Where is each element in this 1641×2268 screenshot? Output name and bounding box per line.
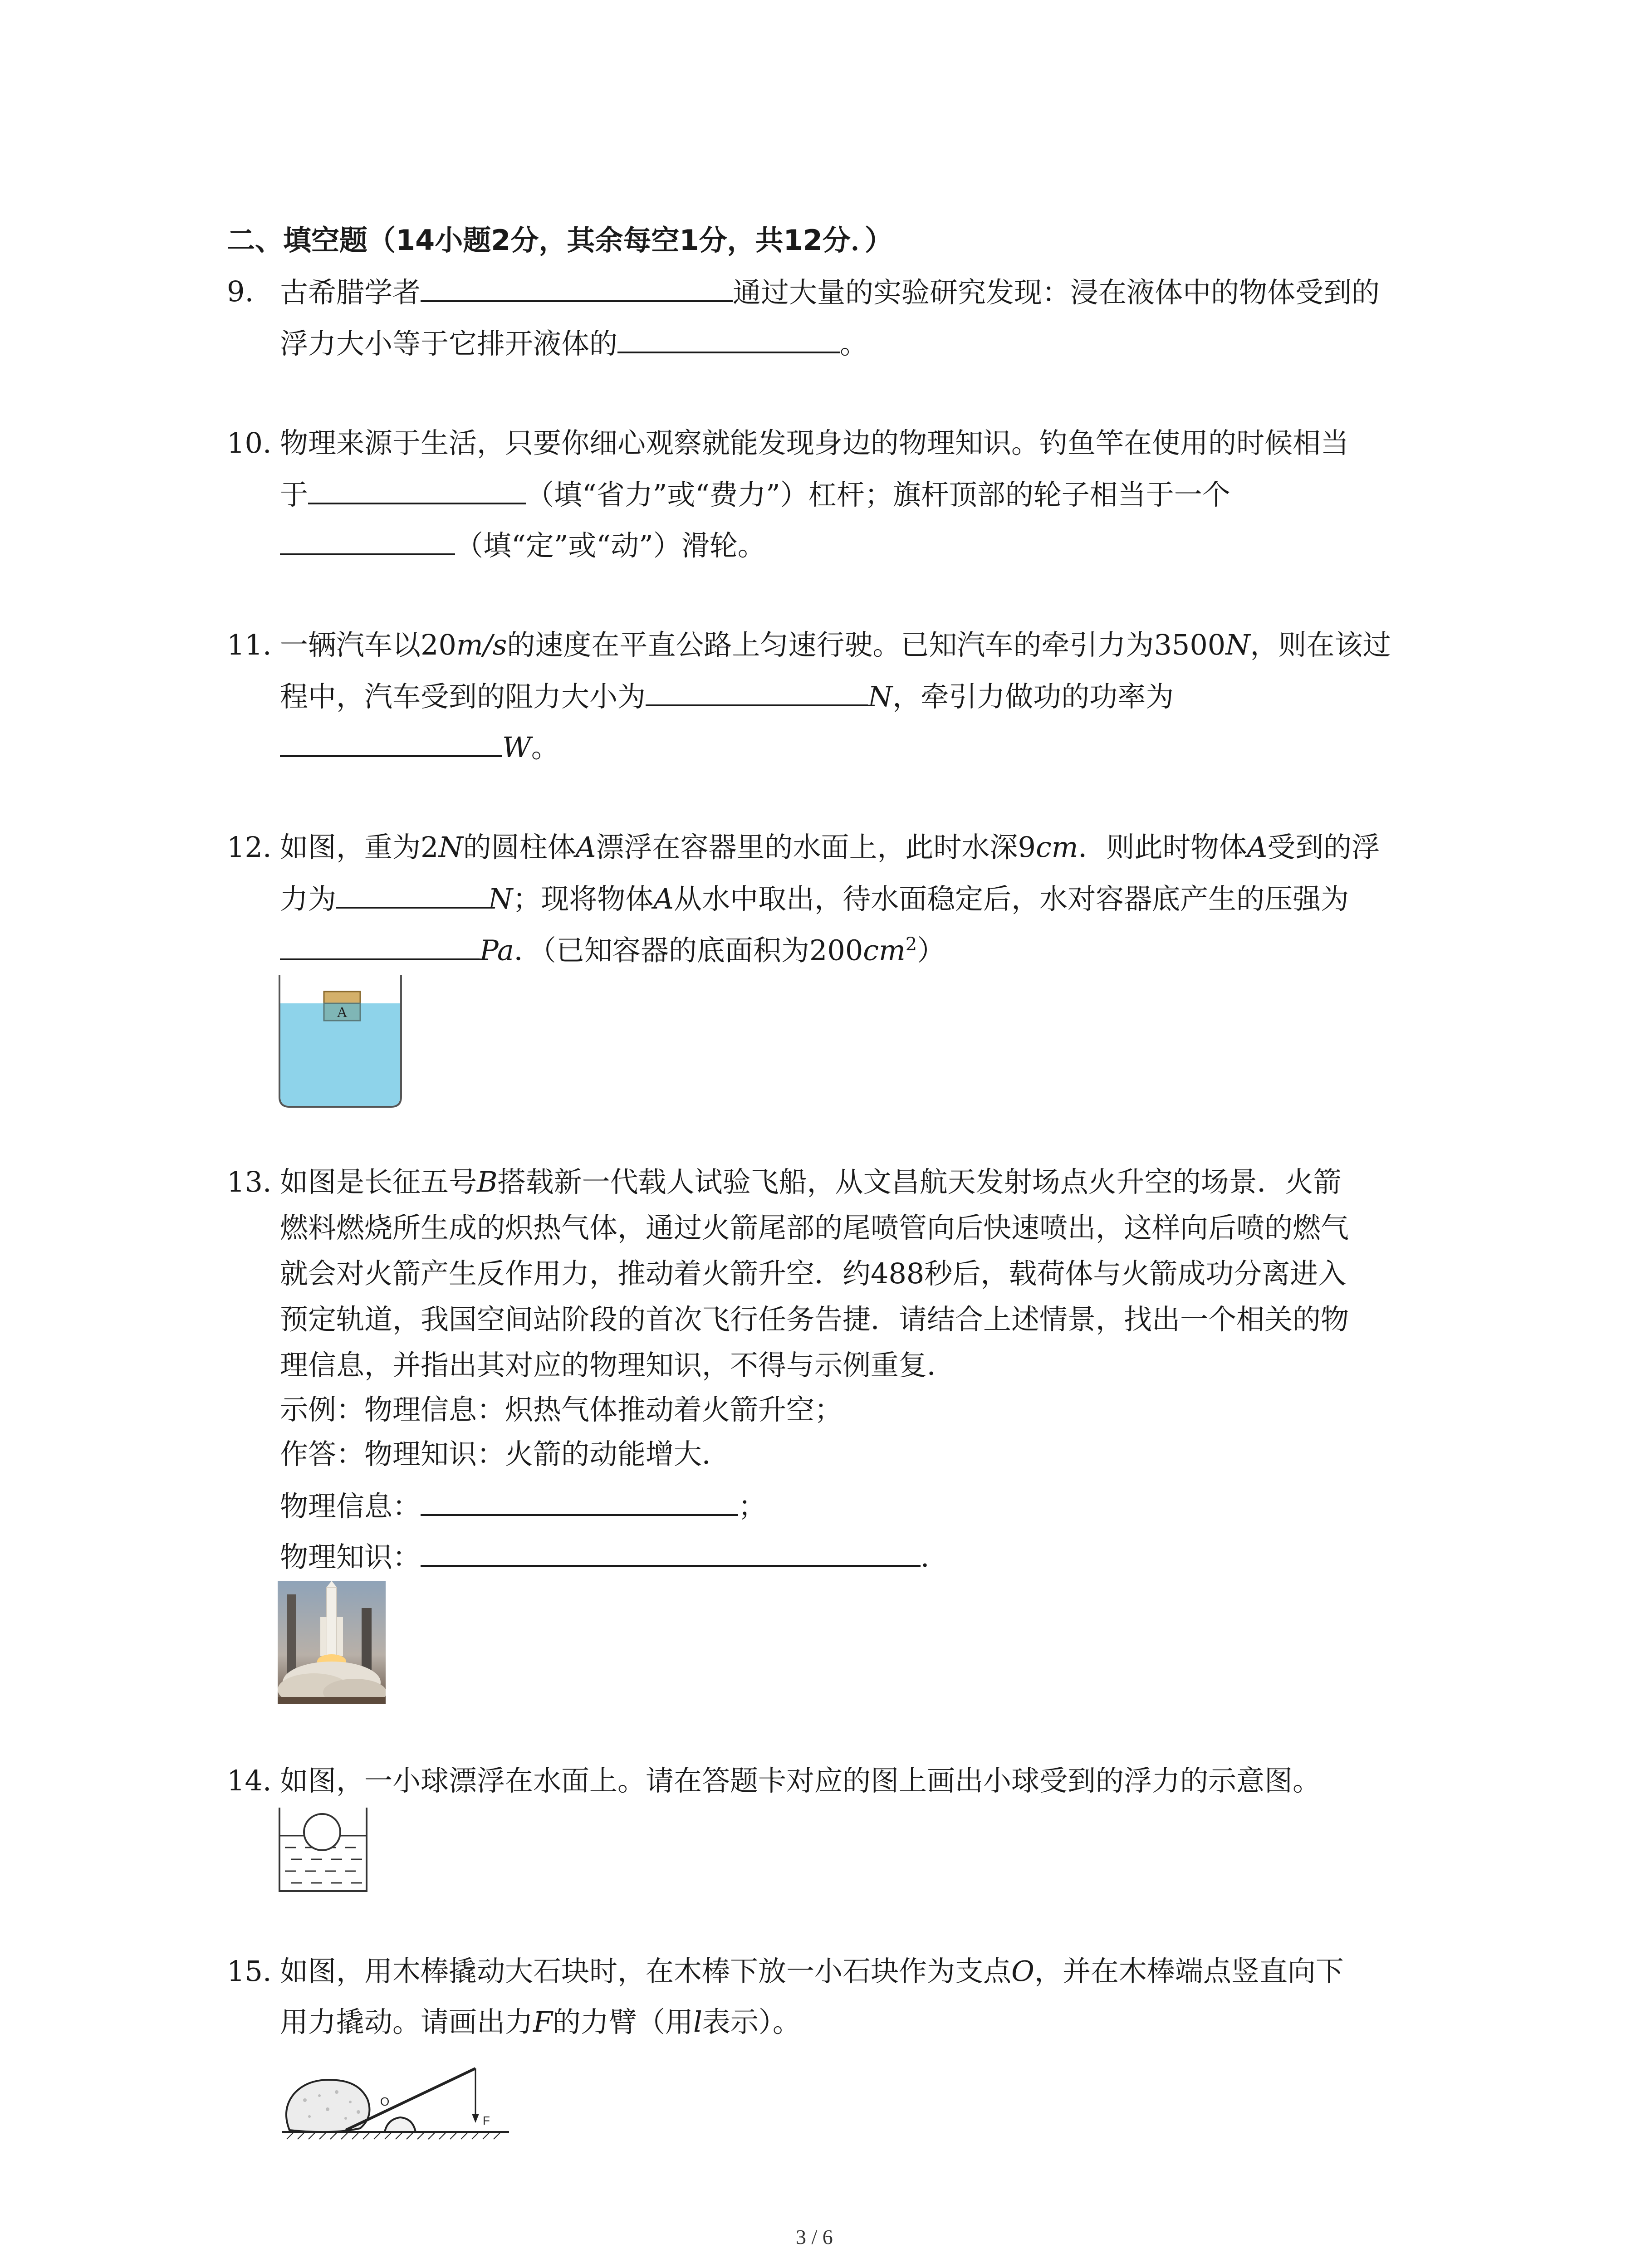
q10-line2 [280,480,1230,509]
q13-model-letter: B [477,1165,498,1198]
q13-line3: 就会对火箭产生反作用力，推动着火箭升空．约488秒后，载荷体与火箭成功分离进入 [280,1257,1347,1290]
q12-blank1-unit: N [488,882,513,915]
rocket-launch-photo [278,1581,386,1704]
q13-info-blank[interactable] [421,1491,738,1516]
q12-depth-value: 9 [1018,831,1036,864]
q12-blank2-unit: Pa [480,934,514,967]
q9-line1-a: 古希腊学者 [280,276,421,309]
q9-blank-1[interactable] [421,278,733,302]
q12-line2 [280,884,1349,913]
fulcrum-label: O [380,2095,390,2108]
q12-line2-c: 从水中取出，待水面稳定后，水对容器底产生的压强为 [674,882,1349,915]
q11-line2 [280,682,1174,711]
q12-object-a-2: A [1247,831,1268,864]
q12-line1-a: 如图，重为 [280,831,421,864]
q15-line2 [280,2005,801,2038]
q11-speed-value: 20 [421,628,456,661]
q9-line2-a: 浮力大小等于它排开液体的 [280,327,618,360]
q10-line2-b: （填“省力”或“费力”）杠杆；旗杆顶部的轮子相当于一个 [526,478,1230,511]
q12-area-exponent: 2 [905,934,917,955]
q12-line1-d: ．则此时物体 [1078,831,1247,864]
q13-info-end: ； [738,1490,767,1523]
q12-line3-b: ） [917,934,945,967]
q14-line1: 如图，一小球漂浮在水面上。请在答题卡对应的图上画出小球受到的浮力的示意图。 [280,1764,1321,1797]
q10-line2-a: 于 [280,478,309,511]
q13-knowledge-end: ． [921,1540,949,1574]
q13-line5: 理信息，并指出其对应的物理知识，不得与示例重复． [280,1349,955,1382]
q15-number: 15. [227,1955,272,1988]
q11-blank-1[interactable] [646,682,868,706]
q14-number: 14. [227,1764,272,1797]
q12-line3-a: ．（已知容器的底面积为 [514,934,809,967]
q13-line1-b: 搭载新一代载人试验飞船，从文昌航天发射场点火升空的场景．火箭 [497,1165,1342,1198]
q12-area-value: 200 [809,934,863,967]
q12-line1-b: 的圆柱体 [463,831,576,864]
q10-number: 10. [227,426,272,459]
q10-blank-1[interactable] [308,480,526,504]
q13-knowledge-blank[interactable] [421,1542,921,1567]
q12-object-a-3: A [653,882,674,915]
q12-number: 12. [227,831,272,864]
q13-knowledge-line [280,1540,949,1574]
q10-line1: 物理来源于生活，只要你细心观察就能发现身边的物理知识。钓鱼竿在使用的时候相当 [280,426,1349,459]
q9-blank-2[interactable] [617,329,840,353]
q15-force-f: F [533,2005,553,2038]
q15-arm-l: l [693,2005,702,2038]
q12-area-unit: cm [863,934,906,967]
q11-line1-c: ，则在该过 [1250,628,1391,661]
q9-line1-b: 通过大量的实验研究发现：浸在液体中的物体受到的 [733,276,1380,309]
q11-force-unit: N [1225,628,1250,661]
page-number: 3 / 6 [796,2225,833,2248]
q12-object-a-1: A [575,831,596,864]
q11-force-value: 3500 [1154,628,1226,661]
q13-example-info: 示例：物理信息：炽热气体推动着火箭升空； [280,1393,843,1426]
q11-blank1-unit: N [868,680,893,713]
lever-figure [278,2050,514,2148]
q11-line3-text: 。 [531,731,559,764]
q11-line3 [280,733,559,762]
floating-ball-figure [278,1808,368,1894]
q13-line4: 预定轨道，我国空间站阶段的首次飞行任务告捷．请结合上述情景，找出一个相关的物 [280,1303,1349,1336]
q11-line1 [280,628,1391,661]
q11-line2-a: 程中，汽车受到的阻力大小为 [280,680,646,713]
q12-line1-e: 受到的浮 [1267,831,1380,864]
q13-info-line [280,1490,767,1523]
floating-ball [304,1814,340,1850]
q11-line2-b: ，牵引力做功的功率为 [892,680,1174,713]
force-label: F [483,2114,490,2127]
q15-line1-a: 如图，用木棒撬动大石块时，在木棒下放一小石块作为支点 [280,1955,1012,1988]
q9-line2-b: 。 [840,327,868,360]
q15-fulcrum-o: O [1011,1955,1034,1988]
q12-blank-1[interactable] [336,884,488,909]
q15-line2-a: 用力撬动。请画出力 [280,2005,534,2038]
q12-line3 [280,935,945,965]
small-rock-fulcrum [385,2117,416,2132]
q12-line1 [280,831,1380,864]
q13-knowledge-label: 物理知识： [280,1540,421,1574]
q12-weight-value: 2 [421,831,439,864]
q15-line2-c: 表示）。 [702,2005,801,2038]
cylinder-a-label: A [337,1004,348,1020]
q11-line1-b: 的速度在平直公路上匀速行驶。已知汽车的牵引力为 [507,628,1154,661]
q10-line3-text: （填“定”或“动”）滑轮。 [455,529,766,562]
q13-number: 13. [227,1165,272,1198]
q13-line1-a: 如图是长征五号 [280,1165,477,1198]
q12-container-figure [278,975,405,1111]
q12-weight-unit: N [438,831,463,864]
q11-line1-a: 一辆汽车以 [280,628,421,661]
q9-line2 [280,329,868,358]
q12-blank-2[interactable] [280,936,480,960]
q13-info-label: 物理信息： [280,1490,421,1523]
q11-blank2-unit: W [502,731,531,764]
q13-line1 [280,1165,1342,1198]
q12-depth-unit: cm [1035,831,1078,864]
q12-line2-b: ；现将物体 [513,882,654,915]
q9-line1 [280,278,1380,307]
q15-line1-b: ，并在木棒端点竖直向下 [1034,1955,1344,1988]
q11-speed-unit: m/s [456,628,507,661]
q10-blank-2[interactable] [280,531,455,555]
q11-number: 11. [227,628,272,661]
q15-line2-b: 的力臂（用 [553,2005,694,2038]
q11-blank-2[interactable] [280,733,502,757]
q12-line1-c: 漂浮在容器里的水面上，此时水深 [596,831,1018,864]
q15-line1 [280,1955,1344,1988]
section-title: 二、填空题（14小题2分，其余每空1分，共12分．） [227,224,893,257]
q13-line2: 燃料燃烧所生成的炽热气体，通过火箭尾部的尾喷管向后快速喷出，这样向后喷的燃气 [280,1211,1349,1244]
q10-line3 [280,531,766,560]
q12-line2-a: 力为 [280,882,337,915]
q9-number: 9. [227,275,254,308]
q13-example-answer: 作答：物理知识：火箭的动能增大． [280,1437,730,1471]
